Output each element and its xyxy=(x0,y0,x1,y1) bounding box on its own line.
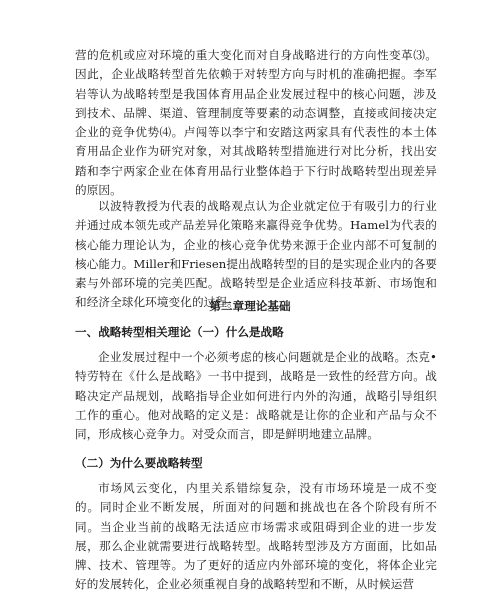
section-heading-what-is-strategy: 一、战略转型相关理论（一）什么是战略 xyxy=(75,325,284,339)
paragraph-what-is-strategy: 企业发展过程中一个必须考虑的核心问题就是企业的战略。杰克•特劳特在《什么是战略》一书中提到，战略是一致性的经营方向。战略决定产品规划，战略指导企业如何进行内外的沟通，战略引导组织工作的重心。他对战略的定义是：战略就是让你的企业和产品与众不同，形成核心竞争力。对受众而言，即是鲜明地建立品牌。 xyxy=(75,350,437,442)
section-heading-why-transform: （二）为什么要战略转型 xyxy=(75,456,203,470)
paragraph-why-transform: 市场风云变化，内里关系错综复杂，没有市场环境是一成不变的。同时企业不断发展，所面对的问题和挑战也在各个阶段有所不同。当企业当前的战略无法适应市场需求或阻碍到企业的进一步发展，那么企业就需要进行战略转型。战略转型涉及方方面面，比如品牌、技术、管理等。为了更好的适应内外部环境的变化，将体企业完好的发展转化，企业必须重视自身的战略转型和不断，从时候运营 xyxy=(75,481,437,592)
chapter-heading: 第二章理论基础 xyxy=(209,299,291,313)
paragraph-strategy-transformation-literature: 营的危机或应对环境的重大变化而对自身战略进行的方向性变革⑶。因此，企业战略转型首先依赖于对转型方向与时机的准确把握。李军岩等认为战略转型是我国体育用品企业发展过程中的核心问题，涉及到技术、品牌、渠道、管理制度等要素的动态调整，直接或间接决定企业的竞争优势⑷。卢闯等以李宁和安踏这两家具有代表性的本土体育用品企业作为研究对象，对其战略转型措施进行对比分析，找出安踏和李宁两家企业在体育用品行业整体趋于下行时战略转型出现差异的原因。 xyxy=(75,48,437,198)
paragraph-strategy-viewpoints: 以波特教授为代表的战略观点认为企业就定位于有吸引力的行业并通过成本领先或产品差异化策略来赢得竞争优势。Hamel为代表的核心能力理论认为，企业的核心竞争优势来源于企业内部不可复制的核心能力。Miller和Friesen提出战略转型的目的是实现企业内的各要素与外部环境的完美匹配。战略转型是企业适应科技革新、市场饱和和经济全球化环境变化的过程。 xyxy=(75,199,437,310)
